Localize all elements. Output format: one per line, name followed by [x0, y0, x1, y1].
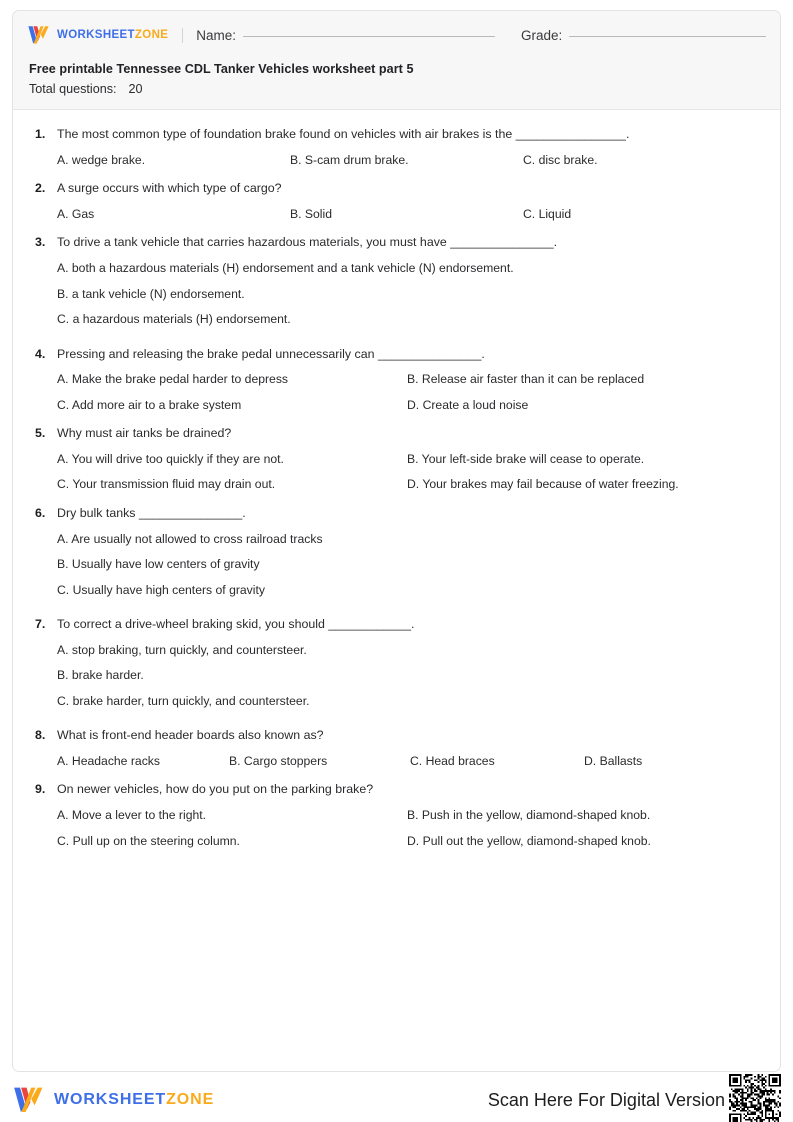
question-item — [35, 425, 758, 493]
answer-options-row — [57, 667, 758, 683]
answer-options — [35, 152, 758, 168]
answer-options — [35, 371, 758, 413]
grade-input-line[interactable] — [569, 36, 766, 37]
question-text: To correct a drive-wheel braking skid, you should ____________. — [57, 617, 415, 632]
total-questions-label: Total questions: — [29, 82, 117, 96]
question-item — [35, 616, 758, 709]
answer-option[interactable]: B. brake harder. — [57, 668, 144, 683]
question-text: What is front-end header boards also known as? — [57, 728, 324, 743]
answer-option[interactable]: A. stop braking, turn quickly, and countersteer. — [57, 642, 307, 657]
name-input-line[interactable] — [243, 36, 495, 37]
answer-options-row — [57, 451, 758, 467]
question-prompt-row — [35, 781, 758, 798]
answer-options-row — [57, 753, 758, 769]
answer-options — [35, 451, 758, 493]
answer-options-row — [57, 206, 758, 222]
answer-option[interactable]: D. Create a loud noise — [407, 397, 529, 412]
answer-option[interactable]: A. Are usually not allowed to cross railroad tracks — [57, 531, 323, 546]
answer-option[interactable]: B. Push in the yellow, diamond-shaped knob. — [407, 808, 651, 823]
worksheet-sheet — [12, 10, 781, 1072]
answer-options-row — [57, 531, 758, 547]
question-prompt-row — [35, 346, 758, 363]
grade-label: Grade: — [521, 27, 563, 43]
answer-options-row — [57, 582, 758, 598]
answer-options-row — [57, 693, 758, 709]
answer-option[interactable]: A. You will drive too quickly if they are not. — [57, 451, 284, 466]
answer-option[interactable]: A. Move a lever to the right. — [57, 808, 207, 823]
question-text: Dry bulk tanks _______________. — [57, 505, 246, 520]
total-questions — [29, 82, 766, 96]
answer-options-row — [57, 311, 758, 327]
answer-option[interactable]: C. a hazardous materials (H) endorsement. — [57, 312, 291, 327]
answer-options — [35, 260, 758, 327]
answer-option[interactable]: D. Ballasts — [584, 753, 643, 768]
question-prompt-row — [35, 126, 758, 143]
question-prompt-row — [35, 180, 758, 197]
header-identity-row — [27, 23, 766, 47]
answer-option[interactable]: C. Head braces — [410, 753, 495, 768]
answer-option[interactable]: A. Headache racks — [57, 753, 160, 768]
question-item — [35, 505, 758, 598]
answer-option[interactable]: B. S-cam drum brake. — [290, 152, 409, 167]
answer-option[interactable]: B. Your left-side brake will cease to operate. — [407, 451, 645, 466]
question-text: To drive a tank vehicle that carries hazardous materials, you must have _______________. — [57, 235, 558, 250]
answer-option[interactable]: A. Make the brake pedal harder to depress — [57, 372, 289, 387]
answer-options — [35, 753, 758, 769]
question-number: 6. — [35, 505, 46, 520]
question-prompt-row — [35, 727, 758, 744]
answer-option[interactable]: A. wedge brake. — [57, 152, 146, 167]
question-number: 1. — [35, 127, 46, 141]
question-number: 9. — [35, 782, 46, 797]
answer-option[interactable]: B. Solid — [290, 206, 333, 221]
answer-option[interactable]: A. Gas — [57, 206, 95, 221]
question-item — [35, 781, 758, 849]
grade-field[interactable] — [521, 28, 766, 43]
header-divider — [182, 28, 183, 43]
answer-option[interactable]: D. Pull out the yellow, diamond-shaped knob. — [407, 833, 651, 848]
qr-code-icon[interactable] — [729, 1074, 781, 1122]
worksheet-zone-w-logo-footer-icon — [12, 1086, 46, 1114]
question-item — [35, 126, 758, 168]
answer-options — [35, 206, 758, 222]
question-number: 7. — [35, 617, 46, 632]
answer-options — [35, 807, 758, 849]
question-item — [35, 180, 758, 222]
answer-options-row — [57, 371, 758, 387]
brand-logo-footer — [12, 1086, 214, 1114]
answer-options-row — [57, 260, 758, 276]
question-text: A surge occurs with which type of cargo? — [57, 181, 282, 196]
answer-option[interactable]: C. disc brake. — [523, 152, 598, 167]
answer-option[interactable]: C. Liquid — [523, 206, 572, 221]
question-number: 5. — [35, 426, 46, 441]
answer-option[interactable]: C. Your transmission fluid may drain out. — [57, 477, 276, 492]
answer-options — [35, 642, 758, 709]
brand-logo-header — [27, 25, 168, 45]
answer-option[interactable]: A. both a hazardous materials (H) endorsement and a tank vehicle (N) endorsement. — [57, 261, 514, 276]
question-item — [35, 727, 758, 769]
brand-word-zone: ZONE — [134, 29, 169, 41]
answer-option[interactable]: C. brake harder, turn quickly, and countersteer. — [57, 693, 310, 708]
name-field[interactable] — [196, 28, 495, 43]
answer-option[interactable]: B. Cargo stoppers — [229, 753, 328, 768]
answer-option[interactable]: B. a tank vehicle (N) endorsement. — [57, 286, 245, 301]
answer-option[interactable]: C. Usually have high centers of gravity — [57, 582, 265, 597]
page-title: Free printable Tennessee CDL Tanker Vehicles worksheet part 5 — [29, 62, 414, 76]
answer-options-row — [57, 556, 758, 572]
question-text: Pressing and releasing the brake pedal unnecessarily can _______________. — [57, 346, 485, 361]
question-text: Why must air tanks be drained? — [57, 426, 232, 441]
question-text: On newer vehicles, how do you put on the parking brake? — [57, 782, 374, 797]
answer-option[interactable]: D. Your brakes may fail because of water freezing. — [407, 477, 679, 492]
brand-wordmark-header — [57, 29, 168, 41]
answer-options — [35, 531, 758, 598]
header-title-block — [27, 62, 766, 96]
name-label: Name: — [196, 27, 237, 43]
worksheet-zone-w-logo-icon — [27, 25, 51, 45]
total-questions-value: 20 — [128, 82, 143, 96]
question-prompt-row — [35, 505, 758, 522]
answer-options-row — [57, 397, 758, 413]
brand-word-worksheet: WORKSHEET — [57, 29, 135, 41]
scan-here-label: Scan Here For Digital Version — [487, 1089, 725, 1110]
question-prompt-row — [35, 425, 758, 442]
question-number: 2. — [35, 181, 46, 196]
question-prompt-row — [35, 616, 758, 633]
question-text: The most common type of foundation brake found on vehicles with air brakes is the ________________. — [57, 127, 630, 141]
question-number: 3. — [35, 235, 46, 250]
answer-options-row — [57, 476, 758, 492]
questions-list — [13, 110, 780, 849]
question-item — [35, 234, 758, 327]
answer-option[interactable]: C. Add more air to a brake system — [57, 397, 242, 412]
question-number: 8. — [35, 728, 46, 743]
question-item — [35, 346, 758, 414]
question-number: 4. — [35, 346, 46, 361]
answer-options-row — [57, 286, 758, 302]
answer-options-row — [57, 807, 758, 823]
question-prompt-row — [35, 234, 758, 251]
worksheet-footer — [12, 1080, 781, 1120]
brand-word-zone-footer: ZONE — [166, 1091, 215, 1108]
answer-options-row — [57, 833, 758, 849]
answer-option[interactable]: B. Release air faster than it can be replaced — [407, 372, 645, 387]
answer-option[interactable]: C. Pull up on the steering column. — [57, 833, 240, 848]
brand-word-worksheet-footer: WORKSHEET — [54, 1091, 167, 1108]
brand-wordmark-footer — [54, 1091, 214, 1109]
worksheet-header — [13, 11, 780, 110]
answer-option[interactable]: B. Usually have low centers of gravity — [57, 557, 260, 572]
answer-options-row — [57, 642, 758, 658]
answer-options-row — [57, 152, 758, 168]
